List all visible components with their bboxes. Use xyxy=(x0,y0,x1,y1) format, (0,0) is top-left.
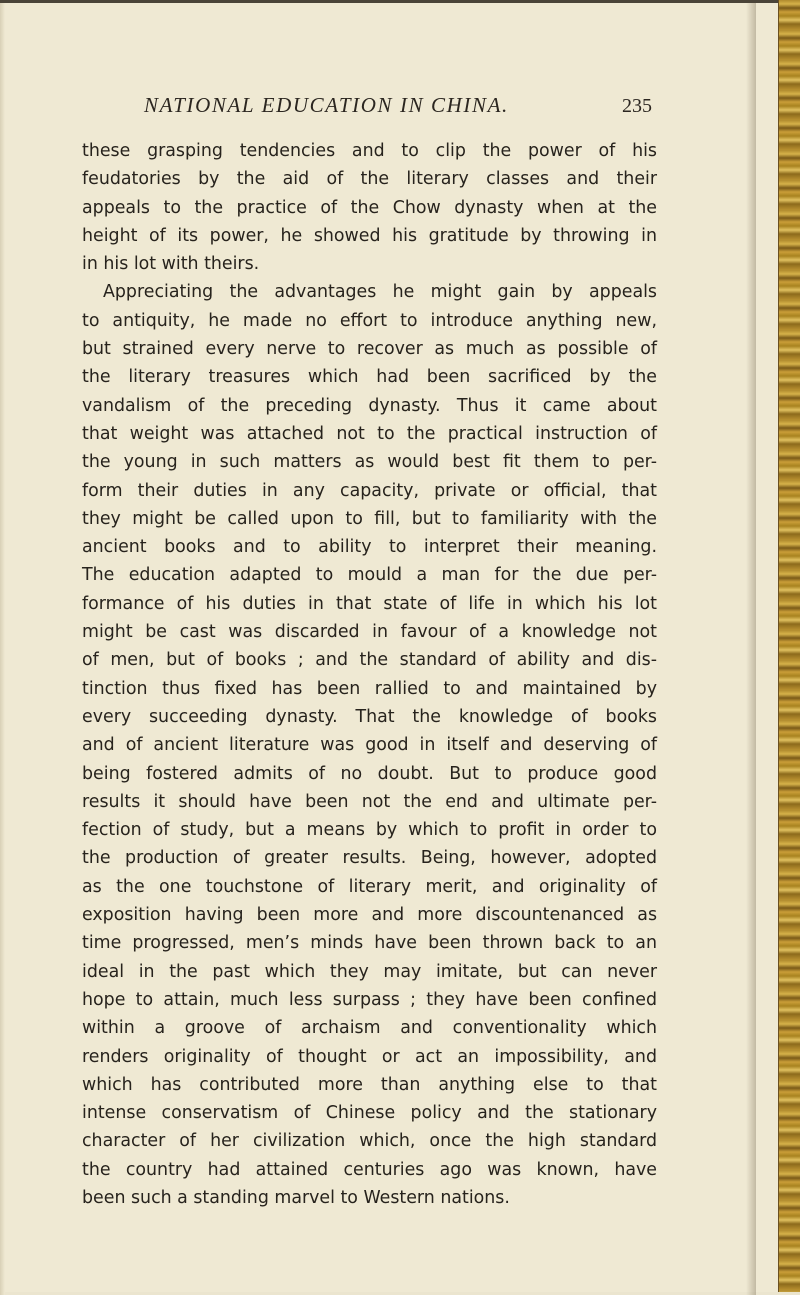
text-line: renders originality of thought or act an impossibility, and xyxy=(82,1046,657,1067)
text-line: intense conservatism of Chinese policy and the stationary xyxy=(82,1103,657,1124)
body-text xyxy=(82,137,657,1212)
text-line: been such a standing marvel to Western nations. xyxy=(82,1187,510,1208)
text-line: which has contributed more than anything else to that xyxy=(82,1074,657,1095)
text-line: appeals to the practice of the Chow dynasty when at the xyxy=(82,197,657,218)
text-line: might be cast was discarded in favour of a knowledge not xyxy=(82,622,657,643)
text-line: exposition having been more and more discountenanced as xyxy=(82,905,657,926)
text-line: within a groove of archaism and conventionality which xyxy=(82,1018,657,1039)
book-binding-edge xyxy=(778,0,800,1292)
text-line: that weight was attached not to the practical instruction of xyxy=(82,423,657,444)
text-line: but strained every nerve to recover as much as possible of xyxy=(82,339,657,360)
page-header xyxy=(82,93,652,123)
text-line: Appreciating the advantages he might gain by appeals xyxy=(103,282,657,303)
text-line: formance of his duties in that state of life in which his lot xyxy=(82,593,657,614)
text-line: hope to attain, much less surpass ; they have been confined xyxy=(82,989,657,1010)
text-line: the young in such matters as would best fit them to per- xyxy=(82,452,657,473)
gutter-shadow xyxy=(746,3,756,1295)
text-line: as the one touchstone of literary merit, and originality of xyxy=(82,876,657,897)
paragraph xyxy=(82,137,657,278)
page-number: 235 xyxy=(622,95,652,117)
page-edge xyxy=(0,3,5,1295)
paragraph xyxy=(82,278,657,1212)
text-line: The education adapted to mould a man for the due per- xyxy=(82,565,657,586)
text-line: the production of greater results. Being, however, adopted xyxy=(82,848,657,869)
text-line: they might be called upon to fill, but to familiarity with the xyxy=(82,508,657,529)
text-line: tinction thus fixed has been rallied to and maintained by xyxy=(82,678,657,699)
text-line: ancient books and to ability to interpret their meaning. xyxy=(82,537,657,558)
text-line: to antiquity, he made no effort to introduce anything new, xyxy=(82,310,657,331)
text-line: every succeeding dynasty. That the knowledge of books xyxy=(82,706,657,727)
text-line: being fostered admits of no doubt. But to produce good xyxy=(82,763,657,784)
text-line: ideal in the past which they may imitate, but can never xyxy=(82,961,657,982)
text-line: results it should have been not the end and ultimate per- xyxy=(82,791,657,812)
text-line: feudatories by the aid of the literary classes and their xyxy=(82,169,657,190)
text-line: the literary treasures which had been sacrificed by the xyxy=(82,367,657,388)
text-line: these grasping tendencies and to clip the power of his xyxy=(82,141,657,161)
text-line: of men, but of books ; and the standard of ability and dis- xyxy=(82,650,657,671)
text-line: time progressed, men’s minds have been thrown back to an xyxy=(82,933,657,954)
text-line: character of her civilization which, once the high standard xyxy=(82,1131,657,1152)
text-line: height of its power, he showed his gratitude by throwing in xyxy=(82,225,657,246)
text-line: and of ancient literature was good in itself and deserving of xyxy=(82,735,657,756)
text-line: vandalism of the preceding dynasty. Thus it came about xyxy=(82,395,657,416)
text-line: fection of study, but a means by which to profit in order to xyxy=(82,820,657,841)
text-line: in his lot with theirs. xyxy=(82,254,260,275)
running-title: NATIONAL EDUCATION IN CHINA. xyxy=(144,93,509,117)
text-line: the country had attained centuries ago was known, have xyxy=(82,1159,657,1180)
text-line: form their duties in any capacity, private or official, that xyxy=(82,480,657,501)
